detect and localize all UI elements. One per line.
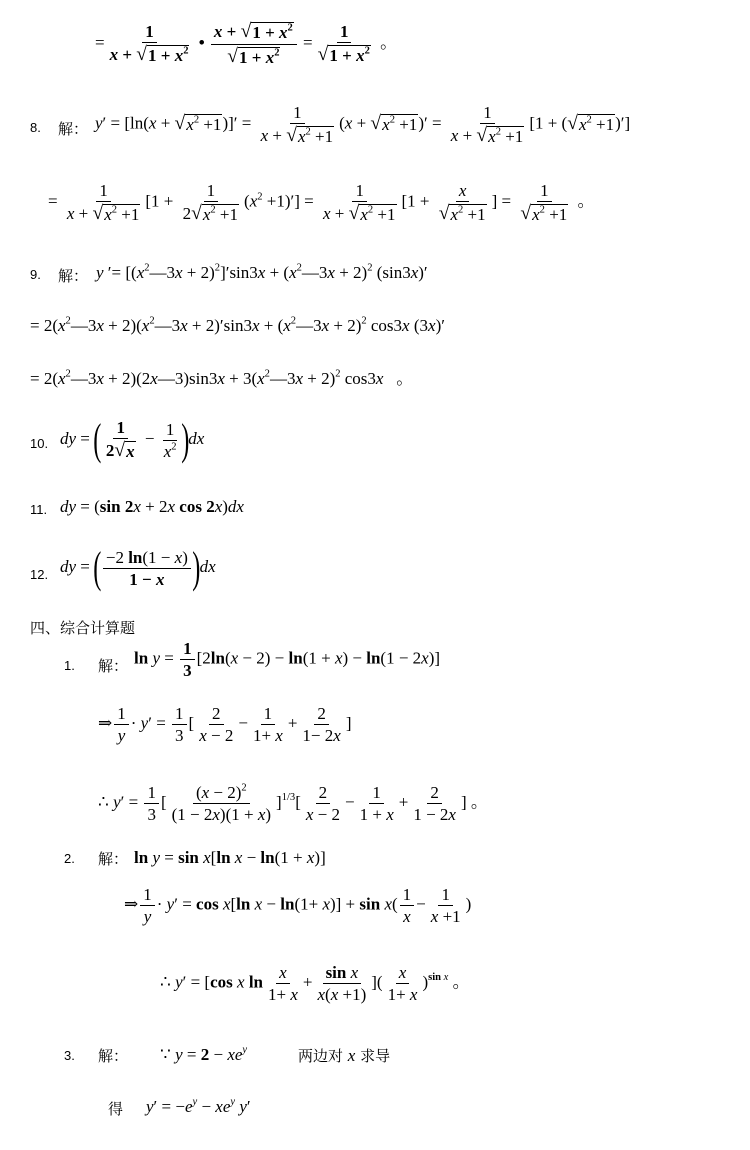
formula-s2-line3: ∴ y′ = [cos x ln $\frac{x}{1+ x}$ + $\frac{\text{sin x}}{x(x +1)}$ ]( $\frac{x}{1+ x}$ )$^{sin x}$ 。 <box>160 963 470 1004</box>
formula-q11: dy = (sin 2x + 2x cos 2x)dx <box>60 497 244 516</box>
end-mark: 。 <box>380 32 398 52</box>
formula-q10: dy = ( 1 2 √ x − $\frac{1}{x^2}$ )dx <box>60 415 205 464</box>
s3-de: 得 <box>108 1100 124 1118</box>
formula-q9-line1: y ′= $[(x^2—3x + 2)^2]'\sin 3x$ + $(x^2—3x + 2)^2$ (sin3x)′ <box>96 262 428 282</box>
q12-label: 12. <box>30 567 49 582</box>
formula-s3-line1: ∵ $y = 2 - xe^y$ <box>160 1044 248 1064</box>
section-title: 四、综合计算题 <box>30 619 136 637</box>
s2-solve: 解： <box>98 850 129 868</box>
end-mark: 。 <box>470 792 488 812</box>
formula-s1-line2: ⇒ $\frac{1}{y}$ · y′ = $\frac{1}{3}$ [ $\frac{2}{x - 2}$ − $\frac{1}{1+ x}$ + $\frac{2}{1- 2x}$ ] <box>98 704 352 745</box>
q8-label: 8. <box>30 120 41 135</box>
formula-s1-line3: ∴ y′ = $\frac{1}{3}$ [ $\frac{(x - 2)^2}{(1 - 2x)(1 + x)}$ ]$^{1/3}$[ $\frac{2}{x - 2}$ − $\frac{1}{1 + x}$ + $\frac{2}{1 - 2x}$ ] 。 <box>98 782 488 824</box>
formula-q9-line2: = $2(x^2—3x$ + $2)(x^2—3x + 2)'\sin 3x$ + $(x^2—3x + 2)^2$ cos3x (3x)′ <box>30 315 445 335</box>
formula-q8-line1: y′ = [ln(x + √ $x^2 +1$ )]′ = 1 x + √ $x^2 +1$ (x + √ $x^2 +1$ )′ = 1 x + √ $x^2 +1$ [1 + ( √ $x^2 +1$ )′] <box>95 103 631 146</box>
s3-note <box>298 1045 390 1066</box>
s3-label: 3. <box>64 1048 75 1063</box>
s3-note-var: x <box>347 1046 356 1065</box>
formula-q12: dy = ( $\frac{-2 \ln(1 - x)}{1 - x}$ )dx <box>60 543 216 592</box>
formula-s2-line1: ln y = sin x[ln x − ln(1 + x)] <box>134 848 326 867</box>
q8-solve: 解： <box>58 120 89 138</box>
s2-label: 2. <box>64 851 75 866</box>
formula-cont: = 1 x + √ $1 + x^2$ • x + √ $1 + x^2$ √ $1 + x^2$ = 1 √ $1 + x^2$ 。 <box>95 21 398 67</box>
formula-s3-line2: $y' = -e^y - xe^y$ y′ <box>146 1096 251 1116</box>
s3-note-end: 求导 <box>360 1047 391 1065</box>
q9-label: 9. <box>30 267 41 282</box>
q10-label: 10. <box>30 436 49 451</box>
formula-s1-line1: ln y = $\frac{1}{3}$ [2ln(x − 2) − ln(1 + x) − ln(1 − 2x)] <box>134 639 441 680</box>
s1-solve: 解： <box>98 657 129 675</box>
end-mark: 。 <box>452 972 470 992</box>
formula-s2-line2: ⇒ $\frac{1}{y}$ · y′ = cos x[ln x − ln(1+ x)] + sin x( $\frac{1}{x}$ − $\frac{1}{x +1}$ ) <box>124 885 472 926</box>
s1-label: 1. <box>64 658 75 673</box>
end-mark: 。 <box>396 369 414 388</box>
s3-solve: 解： <box>98 1047 129 1065</box>
q11-label: 11. <box>30 502 48 517</box>
end-mark: 。 <box>577 191 595 211</box>
q9-solve: 解： <box>58 267 89 285</box>
formula-q9-line3: = $2(x^2—3x$ + 2)(2x—3)sin3x + $3(x^2—3x + 2)^2$ cos3x 。 <box>30 368 414 388</box>
formula-q8-line2: = 1 x + √ $x^2 +1$ [1 + 1 2 √ $x^2 +1$ $(x^2 +1)'$] = 1 x + √ $x^2 +1$ [1 + x √ $x^2 +1$ ] = 1 √ $x^2 +1$ 。 <box>48 181 595 224</box>
s3-note-text: 两边对 <box>298 1047 344 1065</box>
